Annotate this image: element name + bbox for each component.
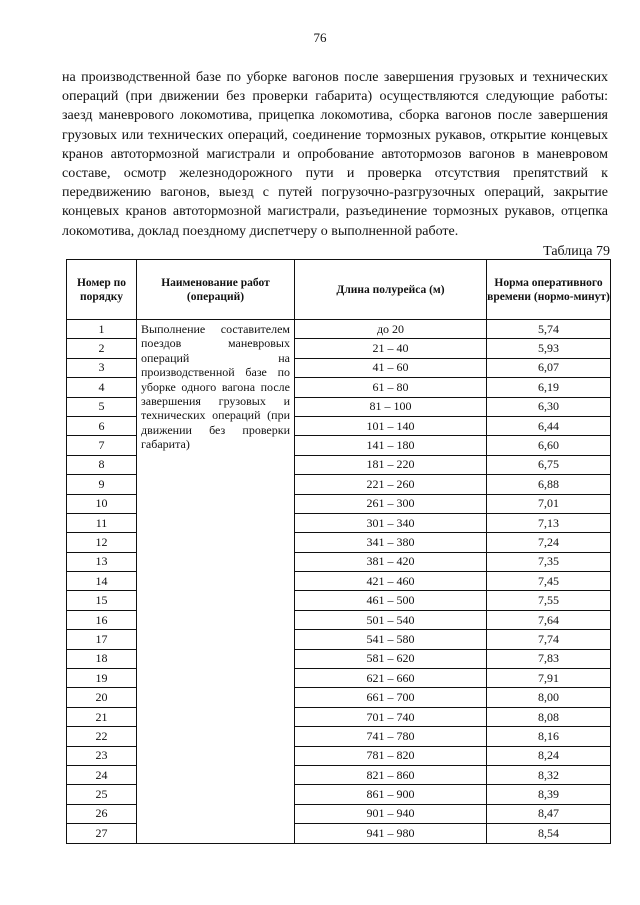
table-row — [67, 320, 611, 339]
page-number: 76 — [313, 30, 327, 45]
row-length: 581 – 620 — [295, 649, 487, 668]
row-length: 141 – 180 — [295, 436, 487, 455]
row-norm: 7,55 — [487, 591, 611, 610]
row-norm: 8,54 — [487, 824, 611, 843]
row-norm: 6,88 — [487, 475, 611, 494]
row-number: 2 — [67, 339, 137, 358]
row-length: 861 – 900 — [295, 785, 487, 804]
row-number: 12 — [67, 533, 137, 552]
row-length: 821 – 860 — [295, 765, 487, 784]
row-norm: 8,16 — [487, 727, 611, 746]
row-number: 8 — [67, 455, 137, 474]
row-number: 23 — [67, 746, 137, 765]
row-length: 381 – 420 — [295, 552, 487, 571]
row-length: до 20 — [295, 320, 487, 339]
row-length: 301 – 340 — [295, 513, 487, 532]
row-length: 41 – 60 — [295, 358, 487, 377]
row-length: 101 – 140 — [295, 416, 487, 435]
row-length: 81 – 100 — [295, 397, 487, 416]
row-length: 61 – 80 — [295, 378, 487, 397]
row-number: 1 — [67, 320, 137, 339]
row-norm: 6,07 — [487, 358, 611, 377]
row-number: 9 — [67, 475, 137, 494]
row-number: 6 — [67, 416, 137, 435]
row-norm: 6,30 — [487, 397, 611, 416]
row-norm: 8,08 — [487, 707, 611, 726]
row-norm: 7,35 — [487, 552, 611, 571]
row-length: 781 – 820 — [295, 746, 487, 765]
row-number: 14 — [67, 572, 137, 591]
row-number: 13 — [67, 552, 137, 571]
row-number: 10 — [67, 494, 137, 513]
row-number: 4 — [67, 378, 137, 397]
row-length: 221 – 260 — [295, 475, 487, 494]
header-norm: Норма оперативного времени (нормо-минут) — [487, 260, 611, 320]
row-norm: 6,75 — [487, 455, 611, 474]
header-length: Длина полурейса (м) — [295, 260, 487, 320]
row-norm: 7,01 — [487, 494, 611, 513]
row-norm: 6,44 — [487, 416, 611, 435]
row-number: 7 — [67, 436, 137, 455]
table-header — [67, 260, 611, 320]
operation-description: Выполнение составителем поездов маневровых операций на производственной базе по уборке одного вагона после завершения грузовых и технических операций (при движении без проверки габарита) — [137, 320, 295, 844]
row-length: 621 – 660 — [295, 669, 487, 688]
row-number: 26 — [67, 804, 137, 823]
row-number: 3 — [67, 358, 137, 377]
row-length: 461 – 500 — [295, 591, 487, 610]
header-num: Номер по порядку — [67, 260, 137, 320]
row-number: 11 — [67, 513, 137, 532]
row-norm: 5,93 — [487, 339, 611, 358]
row-length: 21 – 40 — [295, 339, 487, 358]
row-norm: 6,19 — [487, 378, 611, 397]
row-norm: 8,47 — [487, 804, 611, 823]
row-norm: 8,32 — [487, 765, 611, 784]
row-norm: 7,64 — [487, 610, 611, 629]
row-length: 421 – 460 — [295, 572, 487, 591]
row-number: 21 — [67, 707, 137, 726]
row-number: 27 — [67, 824, 137, 843]
row-number: 16 — [67, 610, 137, 629]
row-length: 541 – 580 — [295, 630, 487, 649]
row-number: 20 — [67, 688, 137, 707]
row-length: 501 – 540 — [295, 610, 487, 629]
row-number: 19 — [67, 669, 137, 688]
row-length: 701 – 740 — [295, 707, 487, 726]
row-number: 5 — [67, 397, 137, 416]
row-number: 24 — [67, 765, 137, 784]
row-number: 25 — [67, 785, 137, 804]
row-length: 741 – 780 — [295, 727, 487, 746]
row-length: 661 – 700 — [295, 688, 487, 707]
table-body — [67, 320, 611, 844]
table-caption: Таблица 79 — [543, 244, 610, 259]
row-norm: 8,00 — [487, 688, 611, 707]
row-norm: 7,91 — [487, 669, 611, 688]
row-norm: 5,74 — [487, 320, 611, 339]
row-length: 261 – 300 — [295, 494, 487, 513]
row-norm: 7,24 — [487, 533, 611, 552]
row-norm: 8,39 — [487, 785, 611, 804]
intro-paragraph: на производственной базе по уборке вагонов после завершения грузовых и технических операций (при движении без проверки габарита) осуществляются следующие работы: заезд маневрового локомотива, прицепка локомотива, сборка вагонов после завершения грузовых или технических операций, соединение тормозных рукавов, открытие концевых кранов автотормозной магистрали и опробование автотормозов вагонов в маневровом составе, осмотр железнодорожного пути и проверка отсутствия препятствий к передвижению вагонов, выезд с путей погрузочно-разгрузочных операций, закрытие концевых кранов автотормозной магистрали, разъединение тормозных рукавов, отцепка локомотива, доклад поездному диспетчеру о выполненной работе. — [62, 70, 608, 239]
row-number: 15 — [67, 591, 137, 610]
row-length: 901 – 940 — [295, 804, 487, 823]
row-length: 341 – 380 — [295, 533, 487, 552]
row-length: 181 – 220 — [295, 455, 487, 474]
norms-table — [66, 259, 611, 844]
row-norm: 6,60 — [487, 436, 611, 455]
row-norm: 7,13 — [487, 513, 611, 532]
row-length: 941 – 980 — [295, 824, 487, 843]
row-number: 22 — [67, 727, 137, 746]
row-norm: 7,83 — [487, 649, 611, 668]
row-norm: 8,24 — [487, 746, 611, 765]
row-number: 18 — [67, 649, 137, 668]
row-norm: 7,45 — [487, 572, 611, 591]
row-number: 17 — [67, 630, 137, 649]
header-operation: Наименование работ (операций) — [137, 260, 295, 320]
row-norm: 7,74 — [487, 630, 611, 649]
